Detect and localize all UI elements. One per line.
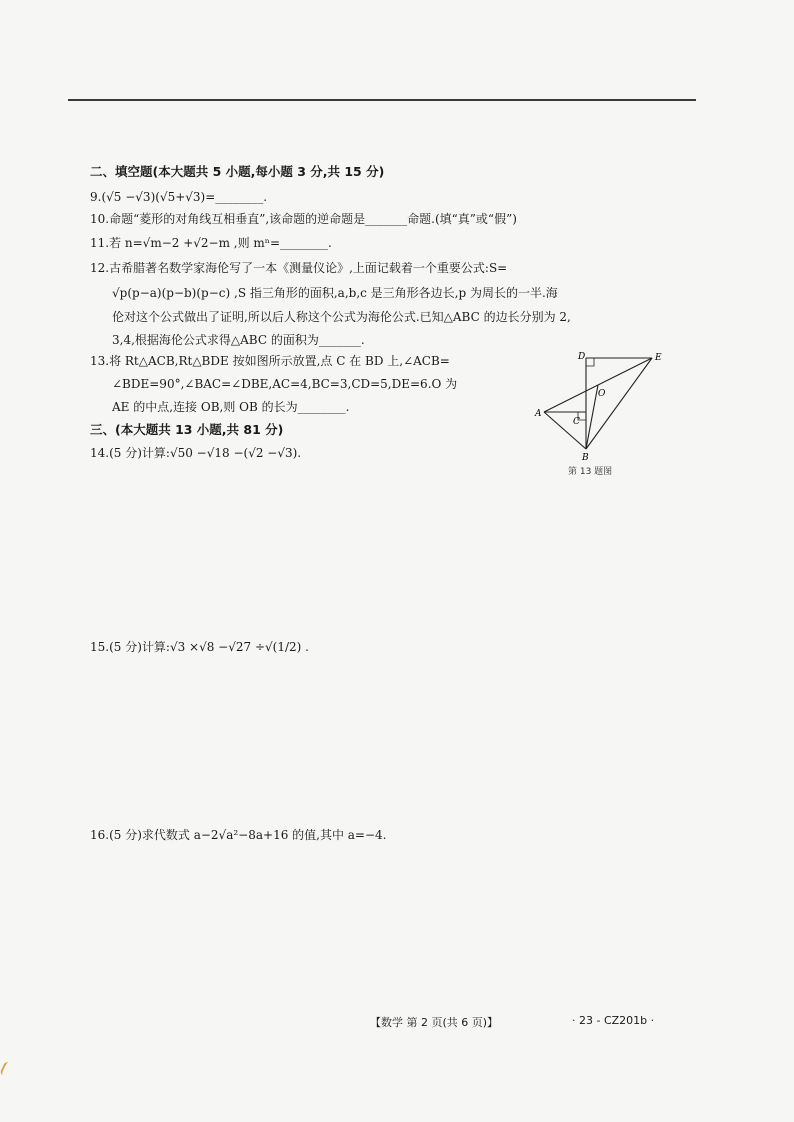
figure-label-b: B	[582, 453, 589, 463]
question-13-line-3: AE 的中点,连接 OB,则 OB 的长为________.	[112, 400, 350, 414]
figure-label-o: O	[598, 389, 606, 399]
figure-label-a: A	[535, 409, 542, 419]
document-code: · 23 - CZ201b ·	[572, 1014, 655, 1027]
problem-15: 15.(5 分)计算:√3 ×√8 −√27 ÷√(1/2) .	[90, 640, 309, 654]
figure-label-d: D	[578, 352, 586, 362]
section-heading-fill-in: 二、填空题(本大题共 5 小题,每小题 3 分,共 15 分)	[90, 164, 385, 179]
question-11: 11.若 n=√m−2 +√2−m ,则 mⁿ=________.	[90, 236, 332, 250]
figure-label-c: C	[573, 417, 580, 427]
question-13-figure	[534, 350, 694, 475]
problem-14: 14.(5 分)计算:√50 −√18 −(√2 −√3).	[90, 446, 302, 460]
question-10: 10.命题“菱形的对角线互相垂直”,该命题的逆命题是_______命题.(填“真”或“假”)	[90, 212, 517, 226]
question-13-line-2: ∠BDE=90°,∠BAC=∠DBE,AC=4,BC=3,CD=5,DE=6.O 为	[112, 377, 458, 391]
section-heading-solve: 三、(本大题共 13 小题,共 81 分)	[90, 422, 284, 437]
question-12-line-1: 12.古希腊著名数学家海伦写了一本《测量仪论》,上面记载着一个重要公式:S=	[90, 261, 508, 275]
figure-caption: 第 13 题图	[568, 467, 613, 477]
question-9: 9.(√5 −√3)(√5+√3)=________.	[90, 190, 268, 204]
question-12-line-4: 3,4,根据海伦公式求得△ABC 的面积为_______.	[112, 333, 365, 347]
page-number-label: 【数学 第 2 页(共 6 页)】	[370, 1016, 499, 1029]
question-12-line-3: 伦对这个公式做出了证明,所以后人称这个公式为海伦公式.已知△ABC 的边长分别为 2,	[112, 310, 571, 324]
problem-16: 16.(5 分)求代数式 a−2√a²−8a+16 的值,其中 a=−4.	[90, 828, 387, 842]
header-rule	[68, 99, 696, 101]
scan-mark	[0, 1061, 13, 1077]
question-13-line-1: 13.将 Rt△ACB,Rt△BDE 按如图所示放置,点 C 在 BD 上,∠ACB=	[90, 354, 450, 368]
question-12-line-2: √p(p−a)(p−b)(p−c) ,S 指三角形的面积,a,b,c 是三角形各边长,p 为周长的一半.海	[112, 286, 558, 300]
figure-label-e: E	[655, 353, 662, 363]
